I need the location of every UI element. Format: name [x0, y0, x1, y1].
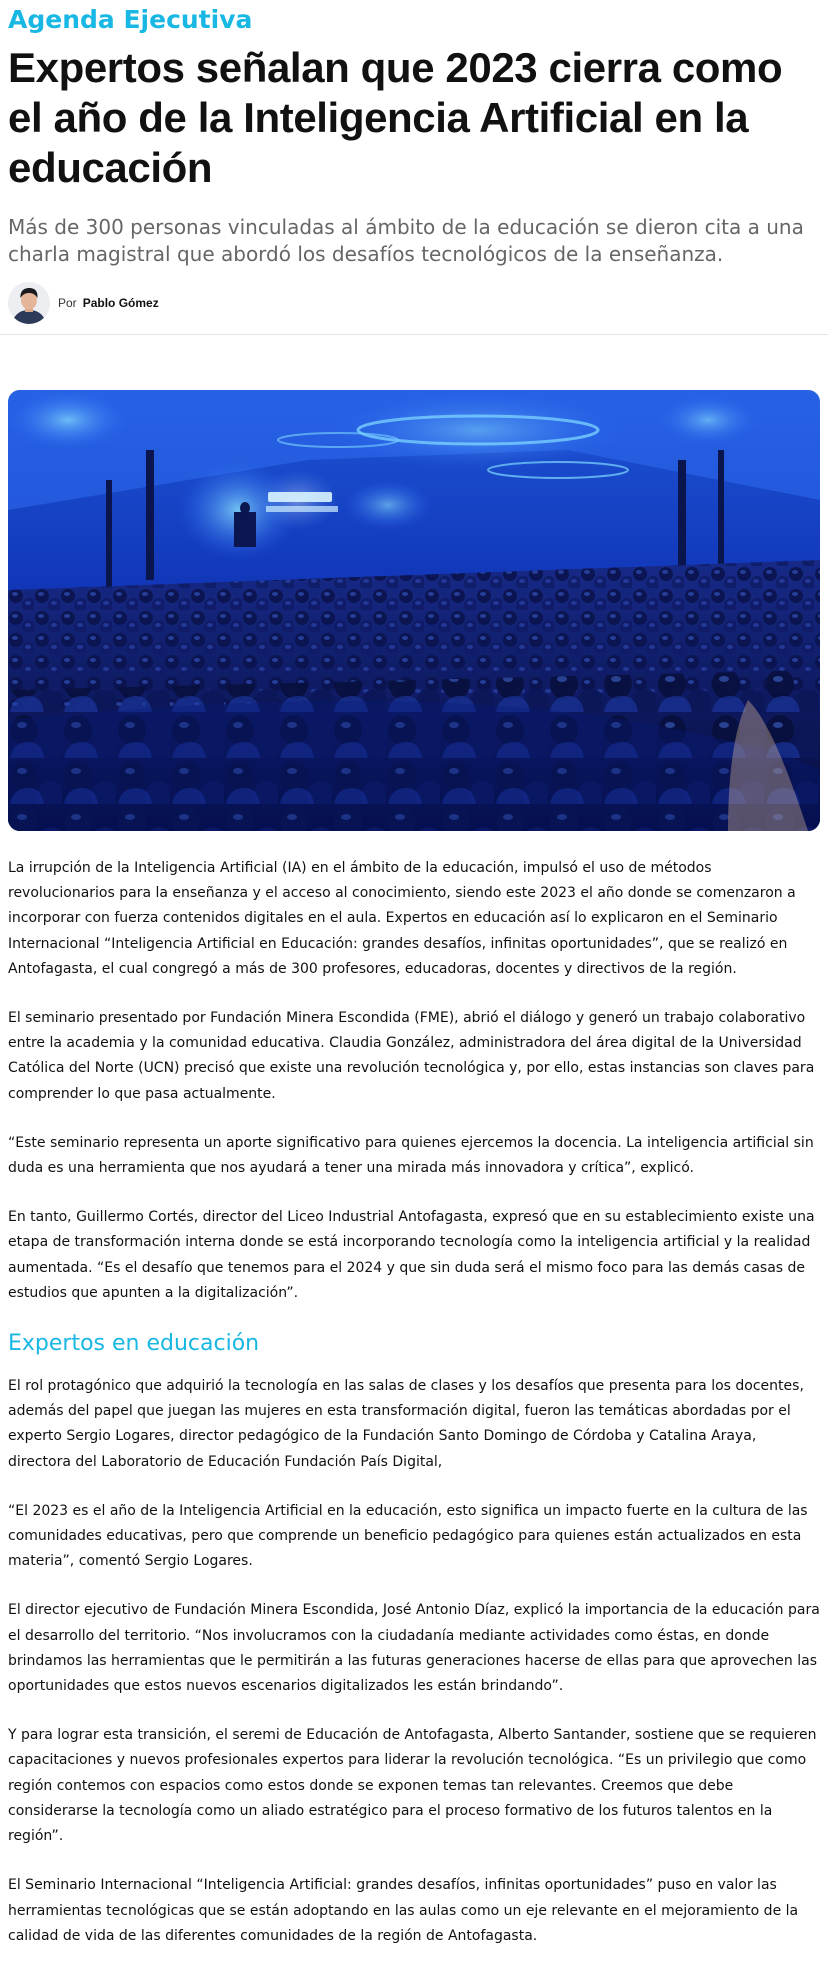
- article-paragraph: “Este seminario representa un aporte significativo para quienes ejercemos la docencia. La inteligencia artificial sin duda es una herramienta que nos ayudará a tener una mirada más innovadora y crítica”, explicó.: [8, 1134, 814, 1177]
- article-paragraph: El director ejecutivo de Fundación Minera Escondida, José Antonio Díaz, explicó la importancia de la educación para el desarrollo del territorio. “Nos involucramos con la ciudadanía mediante actividades como éstas, en donde brindamos las herramientas que le permitirán a las futuras generaciones hacerse de ellas para que aprovechen las oportunidades que estos nuevos escenarios digitalizados les están brindando”.: [8, 1602, 820, 1695]
- byline: [8, 280, 820, 326]
- article-paragraph: “El 2023 es el año de la Inteligencia Artificial en la educación, esto significa un impacto fuerte en la cultura de las comunidades educativas, pero que comprende un beneficio pedagógico para quienes están actualizados en esta materia”, comentó Sergio Logares.: [8, 1502, 808, 1570]
- article-paragraph: El seminario presentado por Fundación Minera Escondida (FME), abrió el diálogo y generó un trabajo colaborativo entre la academia y la comunidad educativa. Claudia González, administradora del área digital de la Universidad Católica del Norte (UCN) precisó que existe una revolución tecnológica y, por ello, estas instancias son claves para comprender lo que pasa actualmente.: [8, 1010, 815, 1102]
- article-paragraph: El rol protagónico que adquirió la tecnología en las salas de clases y los desafíos que presenta para los docentes, además del papel que juegan las mujeres en esta transformación digital, fueron las temáticas abordadas por el experto Sergio Logares, director pedagógico de la Fundación Santo Domingo de Córdoba y Catalina Araya, directora del Laboratorio de Educación Fundación País Digital,: [8, 1378, 804, 1470]
- header-divider: [0, 334, 828, 335]
- article-paragraph: Y para lograr esta transición, el seremi de Educación de Antofagasta, Alberto Santander, sostiene que se requieren capacitaciones y nuevos profesionales expertos para liderar la revolución tecnológica. “Es un privilegio que como región contemos con espacios como estos donde se exponen temas tan relevantes. Creemos que debe considerarse la tecnología como un aliado estratégico para el proceso formativo de los futuros talentos en la región”.: [8, 1727, 817, 1845]
- article-paragraph: El Seminario Internacional “Inteligencia Artificial: grandes desafíos, infinitas oportunidades” puso en valor las herramientas tecnológicas que se están adoptando en las aulas como un eje relevante en el mejoramiento de la calidad de vida de las diferentes comunidades de la región de Antofagasta.: [8, 1877, 799, 1944]
- article-paragraph: La irrupción de la Inteligencia Artificial (IA) en el ámbito de la educación, impulsó el uso de métodos revolucionarios para la enseñanza y el acceso al conocimiento, siendo este 2023 el año donde se comenzaron a incorporar con fuerza contenidos digitales en el aula. Expertos en educación así lo explicaron en el Seminario Internacional “Inteligencia Artificial en Educación: grandes desafíos, infinitas oportunidades”, que se realizó en Antofagasta, el cual congregó a más de 300 profesores, educadoras, docentes y directivos de la región.: [8, 860, 796, 977]
- article-body: [8, 856, 820, 1973]
- section-heading: Expertos en educación: [8, 1331, 260, 1357]
- byline-prefix: Por: [58, 296, 77, 310]
- article-title: Expertos señalan que 2023 cierra como el año de la Inteligencia Artificial en la educación: [8, 44, 783, 191]
- author-avatar[interactable]: [8, 282, 50, 324]
- article-paragraph: En tanto, Guillermo Cortés, director del Liceo Industrial Antofagasta, expresó que en su establecimiento existe una etapa de transformación interna donde se está incorporando tecnología como la inteligencia artificial y la realidad aumentada. “Es el desafío que tenemos para el 2024 y que sin duda será el mismo foco para las demás casas de estudios que apunten a la digitalización”.: [8, 1209, 815, 1301]
- hero-image: [8, 390, 820, 831]
- article-page: [0, 5, 828, 326]
- section-label[interactable]: Agenda Ejecutiva: [8, 5, 253, 34]
- author-name[interactable]: Pablo Gómez: [82, 296, 159, 310]
- article-subtitle: Más de 300 personas vinculadas al ámbito de la educación se dieron cita a una charla magistral que abordó los desafíos tecnológicos de la enseñanza.: [8, 215, 804, 266]
